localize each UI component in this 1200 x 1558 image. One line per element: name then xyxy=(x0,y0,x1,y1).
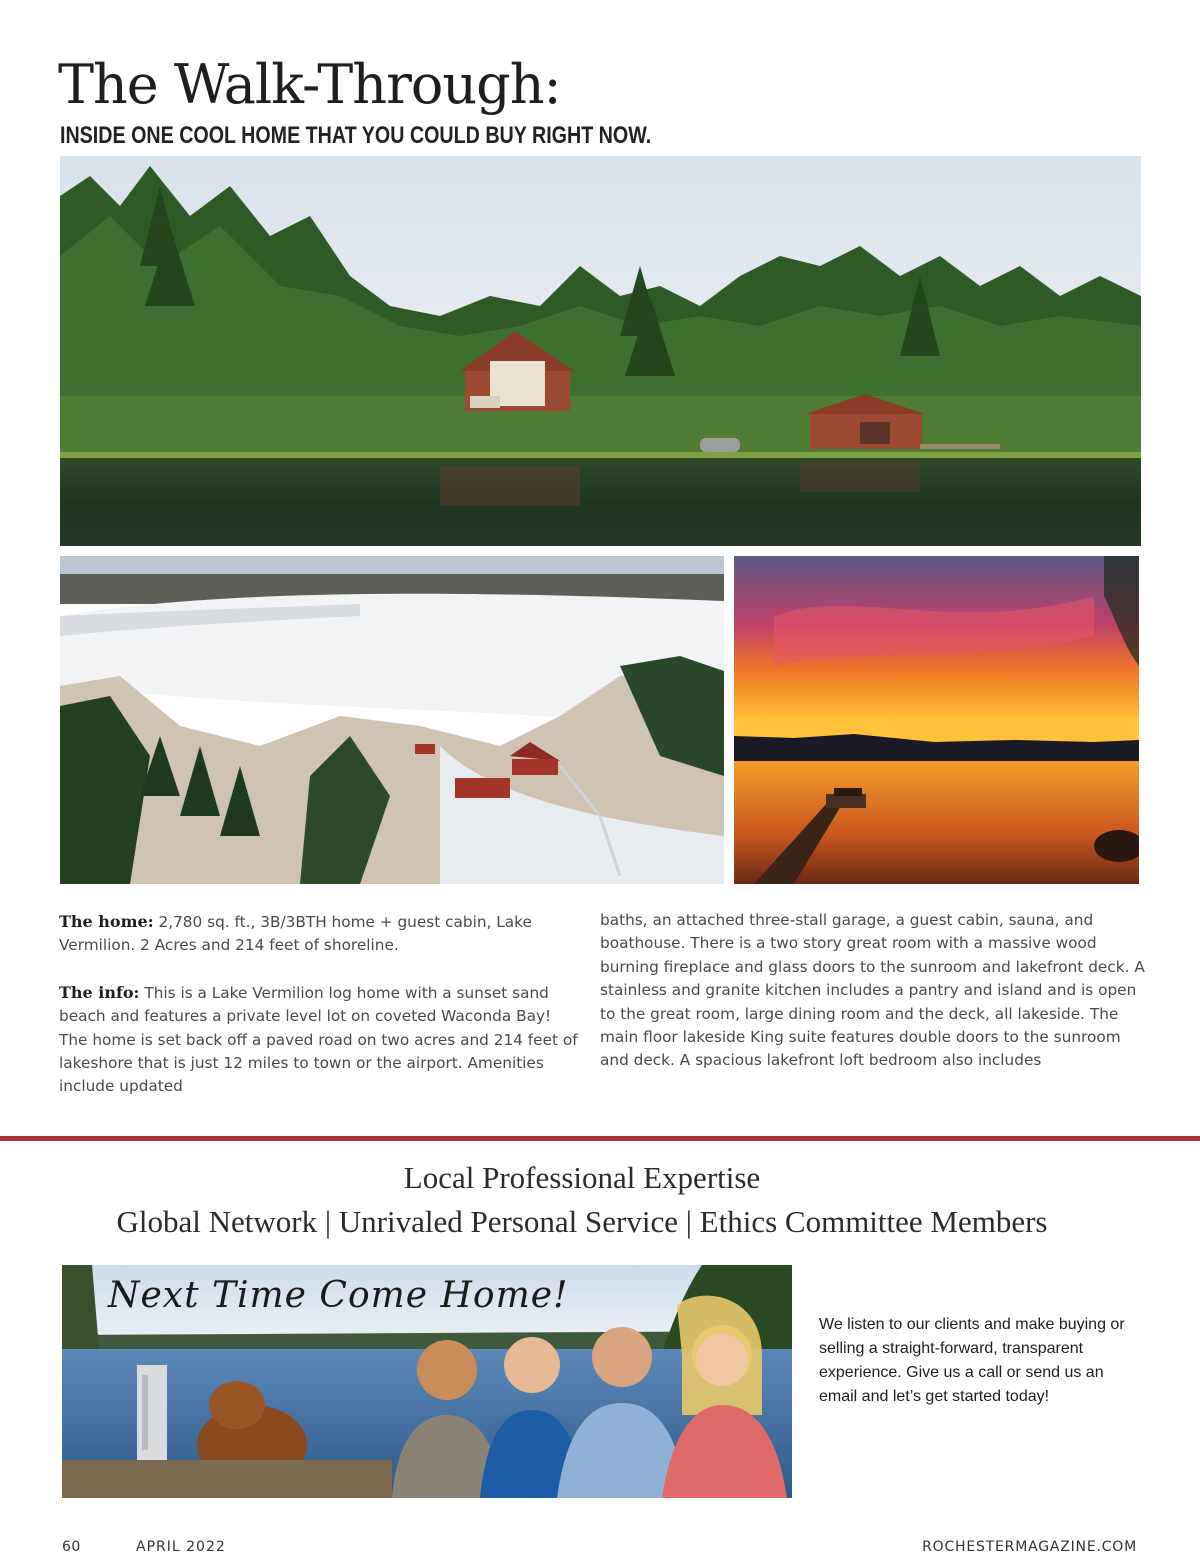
page-number: 60 xyxy=(62,1539,81,1555)
info-paragraph xyxy=(59,981,579,1099)
article-column-right xyxy=(600,909,1145,1073)
winter-aerial-photo xyxy=(60,556,724,884)
ad-body-text: We listen to our clients and make buying or selling a straight-forward, transparent experience. Give us a call or send us an email and let’s get started today! xyxy=(819,1316,1125,1405)
ad-banner xyxy=(62,1265,792,1498)
home-text: 2,780 sq. ft., 3B/3BTH home + guest cabin, Lake Vermilion. 2 Acres and 214 feet of shoreline. xyxy=(59,913,532,955)
continued-text: baths, an attached three-stall garage, a guest cabin, sauna, and boathouse. There is a two story great room with a massive wood burning fireplace and glass doors to the sunroom and lakefront deck. A stainless and granite kitchen includes a pantry and island and is open to the great room, large dining room and the deck, all lakeside. The main floor lakeside King suite features double doors to the sunroom and deck. A spacious lakefront loft bedroom also includes xyxy=(600,911,1145,1070)
issue-date: APRIL 2022 xyxy=(136,1539,226,1555)
website-link[interactable]: ROCHESTERMAGAZINE.COM xyxy=(922,1539,1137,1555)
section-divider xyxy=(0,1136,1200,1141)
home-paragraph xyxy=(59,910,579,958)
sunset-dock-photo xyxy=(734,556,1139,884)
home-label: The home: xyxy=(59,912,154,931)
ad-tagline-primary: Local Professional Expertise xyxy=(403,1160,761,1195)
info-label: The info: xyxy=(59,982,140,1002)
lake-house-summer-photo xyxy=(60,156,1141,546)
article-subtitle: INSIDE ONE COOL HOME THAT YOU COULD BUY RIGHT NOW. xyxy=(60,122,652,149)
article-title: The Walk-Through: xyxy=(58,53,561,116)
ad-banner-headline: Next Time Come Home! xyxy=(108,1275,569,1316)
info-text: This is a Lake Vermilion log home with a sunset sand beach and features a private level lot on coveted Waconda Bay! The home is set back off a paved road on two acres and 214 feet of lakeshore that is just 12 miles to town or the airport. Amenities include updated xyxy=(59,983,578,1096)
article-column-left xyxy=(59,910,579,1122)
ad-tagline-secondary: Global Network | Unrivaled Personal Service | Ethics Committee Members xyxy=(116,1204,1048,1239)
